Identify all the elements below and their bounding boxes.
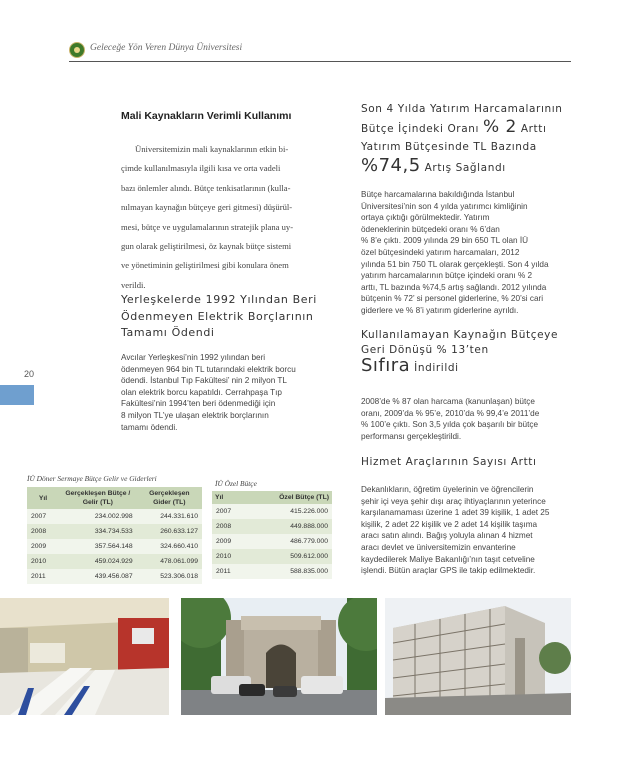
page-side-tab xyxy=(0,385,34,405)
investment-paragraph xyxy=(361,189,576,317)
investment-line: yatırım harcamalarının bütçe içindeki oranı % 2 xyxy=(361,271,533,281)
unused-heading-line xyxy=(361,355,558,376)
year-cell: 2011 xyxy=(27,569,59,584)
heading-unused-resource xyxy=(361,328,558,376)
table-header-cell: Gerçekleşen Gider (TL) xyxy=(137,487,202,509)
page-number: 20 xyxy=(24,369,35,379)
table-header-row xyxy=(212,491,332,504)
table-row xyxy=(212,534,332,549)
investment-highlight: % 2 xyxy=(483,117,517,137)
income-cell: 459.024.929 xyxy=(59,554,137,569)
finance-line: bazı önlemler alındı. Bütçe tenkisatlarının (kulla- xyxy=(121,182,291,193)
electric-paragraph xyxy=(121,352,336,433)
special-budget-table xyxy=(212,491,332,579)
table-row xyxy=(27,569,202,584)
finance-line: ve yönetiminin geliştirilmesi gibi konulara önem xyxy=(121,260,289,271)
electric-line: ödendi. İstanbul Tıp Fakültesi’ nin 2 milyon TL xyxy=(121,376,287,386)
expense-cell: 523.306.018 xyxy=(137,569,202,584)
vehicles-line: Dekanlıkların, öğretim üyelerinin ve öğrencilerin xyxy=(361,485,534,494)
table-header-cell: Gerçekleşen Bütçe / Gelir (TL) xyxy=(59,487,137,509)
electric-heading-line: Ödenmeyen Elektrik Borçlarının xyxy=(121,309,314,323)
vehicles-line: karşılanamaması üzerine 1 adet 39 kişilik, 1 adet 25 xyxy=(361,508,550,518)
year-cell: 2010 xyxy=(212,549,248,564)
electric-line: Fakültesi’nin 1994’ten beri ödenmediği için xyxy=(121,399,276,409)
budget-cell: 486.779.000 xyxy=(248,534,332,549)
electric-heading-line: Tamamı Ödendi xyxy=(121,326,215,339)
electric-line: Avcılar Yerleşkesi’nin 1992 yılından beri xyxy=(121,353,266,362)
table-header-cell: Yıl xyxy=(212,491,248,504)
tl-heading-line xyxy=(361,155,537,176)
investment-line: arttı, TL bazında %74,5 artış sağlandı. 2012 yılında xyxy=(361,282,547,292)
unused-line: oranı, 2009’da % 95’e, 2010’da % 99,4’e 2011’de xyxy=(361,408,540,418)
vehicles-paragraph xyxy=(361,484,576,577)
unused-paragraph xyxy=(361,396,576,442)
finance-line: mesi, bütçe ve uygulamalarının stratejik plana uy- xyxy=(121,221,294,232)
electric-line: olan elektrik borcu kapatıldı. Cerrahpaşa Tıp xyxy=(121,387,282,397)
building-renovation-photo xyxy=(385,598,571,715)
investment-line: ortaya çıktığı görülmektedir. Yatırım xyxy=(361,213,490,223)
budget-cell: 588.835.000 xyxy=(248,564,332,579)
vehicles-line: aracı devlet ve üniversitemizin envanterine xyxy=(361,542,516,552)
income-cell: 439.456.087 xyxy=(59,569,137,584)
unused-heading-line: Kullanılamayan Kaynağın Bütçeye xyxy=(361,329,559,341)
vehicles-line: şehir içi veya şehir dışı araç ihtiyaçlarının yeterince xyxy=(361,496,546,506)
tl-heading-line: Yatırım Bütçesinde TL Bazında xyxy=(361,141,537,153)
finance-line: nılmayan kaynağın bütçeye geri gitmesi) düşürül- xyxy=(121,202,293,213)
unused-line: % 100’e çıktı. Son 3,5 yılda çok başarılı bir bütçe xyxy=(361,420,539,430)
section-heading-finance: Mali Kaynakların Verimli Kullanımı xyxy=(121,110,292,122)
finance-line: verildi. xyxy=(121,279,146,290)
table-row xyxy=(212,504,332,519)
investment-line: Bütçe harcamalarına bakıldığında İstanbul xyxy=(361,190,515,199)
finance-line: Üniversitemizin mali kaynaklarının etkin bi- xyxy=(135,144,289,154)
table-row xyxy=(27,524,202,539)
investment-line: özel bütçesindeki yatırım harcamaları, 2012 xyxy=(361,247,520,257)
finance-line: çimde kullanılmasıyla ilgili kısa ve orta vadeli xyxy=(121,163,281,174)
vehicles-line: kaydedilerek Maliye Bakanlığı’nın taşıt cetveline xyxy=(361,554,535,564)
investment-line: ödeneklerinin bütçedeki oranı % 6’dan xyxy=(361,224,500,234)
revolving-fund-table xyxy=(27,487,202,584)
finance-paragraph xyxy=(121,140,333,295)
finance-line: gun olarak geliştirilmesi, öz kaynak bütçe sistemi xyxy=(121,241,292,252)
investment-line: yılında 51 bin 750 TL olarak gerçekleşti. Son 4 yılda xyxy=(361,259,549,269)
unused-highlight: Sıfıra xyxy=(361,355,411,376)
unused-line: performansı gerçekleştirildi. xyxy=(361,431,462,441)
budget-cell: 509.612.000 xyxy=(248,549,332,564)
expense-cell: 244.331.610 xyxy=(137,509,202,524)
vehicles-line: kişilik, 2 adet 22 kişilik ve 2 adet 14 kişilik taşıma xyxy=(361,519,538,529)
section-heading-electric xyxy=(121,292,317,342)
table-row xyxy=(27,539,202,554)
investment-line: giderlere ve % 8’i yatırım giderlerine ayrıldı. xyxy=(361,305,519,315)
heading-tl-basis xyxy=(361,141,537,176)
investment-heading-line: Son 4 Yılda Yatırım Harcamalarının xyxy=(361,103,563,115)
tl-heading-part: Artış Sağlandı xyxy=(424,162,506,174)
year-cell: 2011 xyxy=(212,564,248,579)
conference-room-photo xyxy=(0,598,169,715)
university-logo-icon xyxy=(69,42,85,58)
header-title: Geleceğe Yön Veren Dünya Üniversitesi xyxy=(90,43,243,53)
electric-line: ödenmeyen 964 bin TL tutarındaki elektrik borcu xyxy=(121,364,296,374)
year-cell: 2008 xyxy=(27,524,59,539)
electric-heading-line: Yerleşkelerde 1992 Yılından Beri xyxy=(121,293,317,306)
investment-line: Üniversitesi’nin son 4 yılda yatırımcı kimliğinin xyxy=(361,201,528,211)
expense-cell: 478.061.099 xyxy=(137,554,202,569)
budget-cell: 449.888.000 xyxy=(248,519,332,534)
unused-heading-part: İndirildi xyxy=(414,362,459,374)
investment-heading-part: Arttı xyxy=(520,123,547,135)
table-caption-revolving-fund: İÜ Döner Sermaye Bütçe Gelir ve Giderleri xyxy=(27,474,157,483)
vehicles-line: işlendi. Bütün araçlar GPS ile takip edilmektedir. xyxy=(361,566,536,576)
income-cell: 334.734.533 xyxy=(59,524,137,539)
table-header-cell: Özel Bütçe (TL) xyxy=(248,491,332,504)
unused-heading-line: Geri Dönüşü % 13’ten xyxy=(361,344,489,356)
vehicles-line: aracı satın alındı. Bağış yoluyla alınan 4 hizmet xyxy=(361,531,533,541)
income-cell: 357.564.148 xyxy=(59,539,137,554)
year-cell: 2010 xyxy=(27,554,59,569)
year-cell: 2007 xyxy=(212,504,248,519)
table-row xyxy=(27,509,202,524)
expense-cell: 260.633.127 xyxy=(137,524,202,539)
electric-line: tamamı ödendi. xyxy=(121,422,178,432)
tl-highlight: %74,5 xyxy=(361,155,421,176)
table-row xyxy=(212,519,332,534)
table-row xyxy=(212,564,332,579)
year-cell: 2007 xyxy=(27,509,59,524)
heading-service-vehicles: Hizmet Araçlarının Sayısı Arttı xyxy=(361,456,537,468)
investment-heading-line xyxy=(361,117,563,137)
investment-line: bütçenin % 72’ si personel giderlerine, % 20’si cari xyxy=(361,294,544,304)
table-caption-special-budget: İÜ Özel Bütçe xyxy=(215,479,257,488)
table-header-cell: Yıl xyxy=(27,487,59,509)
income-cell: 234.002.998 xyxy=(59,509,137,524)
table-row xyxy=(212,549,332,564)
electric-line: 8 milyon TL’ye ulaşan elektrik borçlarının xyxy=(121,410,269,420)
investment-line: % 8’e çıktı. 2009 yılında 29 bin 650 TL olan İÜ xyxy=(361,236,529,246)
budget-cell: 415.226.000 xyxy=(248,504,332,519)
year-cell: 2009 xyxy=(212,534,248,549)
unused-line: 2008’de % 87 olan harcama (kanunlaşan) bütçe xyxy=(361,397,535,406)
university-gate-photo xyxy=(181,598,377,715)
heading-investment-share xyxy=(361,103,563,137)
investment-heading-part: Bütçe İçindeki Oranı xyxy=(361,123,480,135)
year-cell: 2009 xyxy=(27,539,59,554)
header-divider xyxy=(69,61,571,62)
table-header-row xyxy=(27,487,202,509)
year-cell: 2008 xyxy=(212,519,248,534)
expense-cell: 324.660.410 xyxy=(137,539,202,554)
table-row xyxy=(27,554,202,569)
